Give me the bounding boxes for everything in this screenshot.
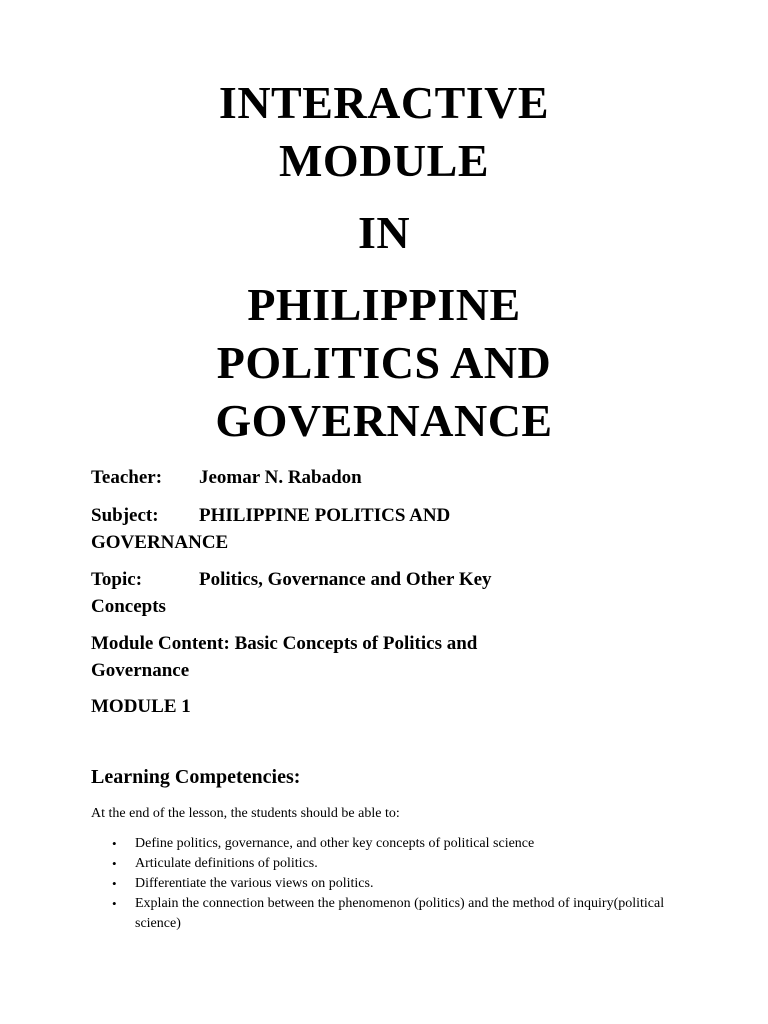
bullet-icon: • [112, 836, 117, 851]
title-line-6: GOVERNANCE [215, 395, 553, 446]
list-item-text: Define politics, governance, and other key concepts of political science [135, 836, 535, 851]
list-item-text: Articulate definitions of politics. [135, 856, 318, 871]
title-line-5: POLITICS AND [216, 337, 552, 388]
module-title [0, 74, 768, 450]
teacher-row [91, 464, 691, 491]
topic-row [91, 566, 691, 620]
module-content-row [91, 630, 691, 684]
subject-label: Subject: [91, 505, 159, 526]
learning-competencies-list [112, 834, 692, 934]
module-content-label: Module Content: [91, 633, 230, 654]
list-item-text: Differentiate the various views on politics. [135, 876, 374, 891]
list-item [112, 874, 692, 894]
teacher-label: Teacher: [91, 467, 163, 488]
teacher-name: Jeomar N. Rabadon [199, 467, 362, 488]
list-item-text: Explain the connection between the phenomenon (politics) and the method of inquiry(political science) [135, 896, 665, 931]
module-number: MODULE 1 [91, 696, 191, 717]
title-line-4: PHILIPPINE [247, 279, 521, 330]
list-item [112, 854, 692, 874]
subject-value-line-1: PHILIPPINE POLITICS AND [199, 505, 451, 526]
bullet-icon: • [112, 876, 117, 891]
bullet-icon: • [112, 856, 117, 871]
module-content-value-line-1: Basic Concepts of Politics and [234, 633, 478, 654]
list-item [112, 834, 692, 854]
learning-competencies-heading: Learning Competencies: [91, 766, 301, 788]
topic-value-line-2: Concepts [91, 596, 166, 617]
subject-value-line-2: GOVERNANCE [91, 532, 229, 553]
learning-competencies-intro: At the end of the lesson, the students should be able to: [91, 806, 400, 821]
list-item [112, 894, 692, 934]
title-line-3: IN [357, 207, 411, 258]
topic-value-line-1: Politics, Governance and Other Key [199, 569, 492, 590]
module-content-value-line-2: Governance [91, 660, 190, 681]
subject-row [91, 502, 691, 556]
title-line-2: MODULE [279, 135, 489, 186]
bullet-icon: • [112, 896, 117, 911]
title-line-1: INTERACTIVE [218, 77, 550, 128]
topic-label: Topic: [91, 569, 143, 590]
